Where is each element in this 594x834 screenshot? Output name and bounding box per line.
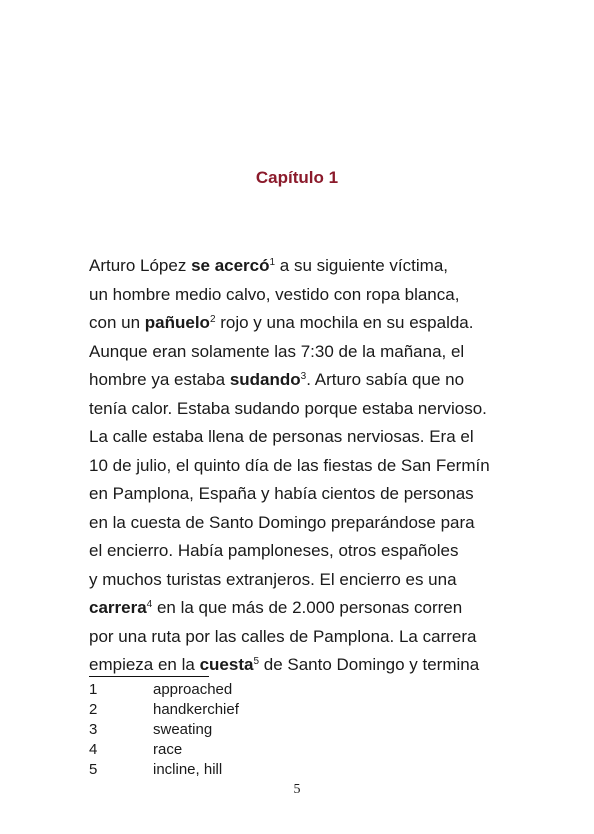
text-line bbox=[89, 594, 529, 623]
text-line bbox=[89, 623, 529, 652]
vocab-term: pañuelo bbox=[144, 313, 210, 332]
chapter-title: Capítulo 1 bbox=[255, 168, 339, 187]
footnote-marker: 4 bbox=[146, 599, 153, 610]
footnote-number: 2 bbox=[89, 701, 98, 718]
text-segment: de Santo Domingo y termina bbox=[259, 655, 480, 674]
text-line bbox=[89, 338, 529, 367]
text-line bbox=[89, 537, 529, 566]
footnote-text: incline, hill bbox=[153, 761, 223, 778]
text-line bbox=[89, 281, 529, 310]
vocab-term: carrera bbox=[89, 598, 147, 617]
text-segment: hombre ya estaba bbox=[89, 370, 230, 389]
text-line bbox=[89, 509, 529, 538]
vocab-term: se acercó bbox=[191, 256, 270, 275]
text-segment: un hombre medio calvo, vestido con ropa blanca, bbox=[89, 284, 460, 304]
text-line bbox=[89, 395, 529, 424]
body-paragraph bbox=[89, 252, 529, 680]
text-line bbox=[89, 566, 529, 595]
text-segment: en Pamplona, España y había cientos de personas bbox=[89, 484, 474, 503]
footnote-item bbox=[89, 700, 489, 720]
text-segment: con un bbox=[89, 313, 145, 332]
footnote-number: 1 bbox=[89, 681, 98, 698]
text-segment: La calle estaba llena de personas nerviosas. Era el bbox=[89, 427, 474, 446]
footnote-marker: 2 bbox=[209, 314, 216, 325]
text-line bbox=[89, 452, 529, 481]
footnote-marker: 3 bbox=[300, 371, 307, 382]
text-line bbox=[89, 366, 529, 395]
vocab-term: cuesta bbox=[199, 655, 254, 674]
footnote-number: 4 bbox=[89, 741, 98, 758]
footnote-number: 5 bbox=[89, 761, 98, 778]
footnote-number: 3 bbox=[89, 721, 98, 738]
text-segment: tenía calor. Estaba sudando porque estaba nervioso. bbox=[89, 398, 487, 418]
footnote-item bbox=[89, 720, 489, 740]
footnote-item bbox=[89, 680, 489, 700]
footnote-item bbox=[89, 740, 489, 760]
text-segment: en la que más de 2.000 personas corren bbox=[152, 598, 463, 617]
text-segment: y muchos turistas extranjeros. El encierro es una bbox=[89, 569, 457, 589]
footnote-text: sweating bbox=[153, 721, 213, 738]
text-segment: Aunque eran solamente las 7:30 de la mañana, el bbox=[89, 341, 465, 361]
vocab-term: sudando bbox=[229, 370, 301, 389]
text-line bbox=[89, 423, 529, 452]
page-number: 5 bbox=[293, 782, 301, 797]
text-segment: el encierro. Había pamploneses, otros españoles bbox=[89, 541, 459, 560]
text-segment: a su siguiente víctima, bbox=[275, 256, 448, 275]
text-segment: . Arturo sabía que no bbox=[306, 370, 465, 389]
text-line bbox=[89, 480, 529, 509]
footnote-divider bbox=[89, 676, 209, 677]
text-segment: por una ruta por las calles de Pamplona. La carrera bbox=[89, 626, 477, 646]
text-segment: 10 de julio, el quinto día de las fiestas de San Fermín bbox=[89, 455, 490, 475]
footnote-marker: 5 bbox=[253, 656, 260, 667]
text-segment: en la cuesta de Santo Domingo preparándose para bbox=[89, 512, 475, 532]
footnote-text: handkerchief bbox=[153, 701, 239, 718]
text-segment: rojo y una mochila en su espalda. bbox=[215, 313, 474, 332]
text-line bbox=[89, 252, 529, 281]
footnote-item bbox=[89, 760, 489, 780]
footnote-text: approached bbox=[153, 681, 233, 698]
footnote-marker: 1 bbox=[269, 257, 276, 268]
footnotes-list bbox=[89, 680, 489, 780]
footnote-text: race bbox=[153, 741, 183, 758]
text-line bbox=[89, 309, 529, 338]
text-segment: empieza en la bbox=[89, 655, 200, 674]
text-segment: Arturo López bbox=[89, 256, 192, 275]
